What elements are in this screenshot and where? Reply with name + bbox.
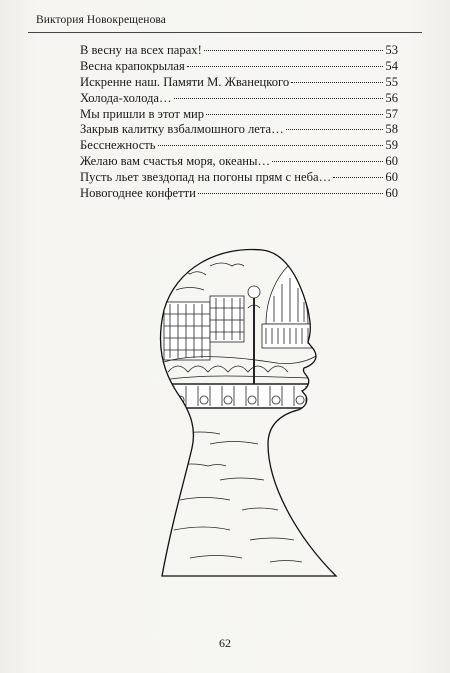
toc-entry-page: 53 <box>385 43 398 57</box>
toc-entry-title: Бесснежность <box>80 138 156 153</box>
head-silhouette-icon <box>150 244 340 579</box>
toc-entry-page: 57 <box>385 106 398 121</box>
toc-entry-title: Закрыв калитку взбалмошного лета… <box>80 122 284 137</box>
toc-entry-title: Искренне наш. Памяти М. Жванецкого <box>80 74 290 89</box>
toc-entry-title: Желаю вам счастья моря, океаны… <box>80 154 271 169</box>
dot-leader <box>272 161 383 162</box>
dot-leader <box>333 177 383 178</box>
toc-entry <box>80 186 398 202</box>
head-silhouette-illustration <box>150 244 340 579</box>
toc-entry-page: 59 <box>385 138 398 153</box>
dot-leader <box>158 145 384 146</box>
dot-leader <box>187 66 384 67</box>
dot-leader <box>291 82 383 83</box>
toc-entry-page: 60 <box>385 170 398 185</box>
toc-entry-title: Холода-холода… <box>80 90 172 105</box>
toc-entry-page: 55 <box>385 74 398 89</box>
running-header: Виктория Новокрещенова <box>36 14 166 26</box>
toc-entry <box>80 122 398 138</box>
dot-leader <box>206 114 383 115</box>
toc-entry <box>80 91 398 107</box>
toc-entry-title: Мы пришли в этот мир <box>80 106 205 121</box>
toc-entry-title: Новогоднее конфетти <box>80 186 196 201</box>
toc-entry-title: Пусть льет звездопад на погоны прям с неба… <box>80 170 332 185</box>
toc-entry <box>80 75 398 91</box>
toc-entry <box>80 138 398 154</box>
dot-leader <box>286 129 384 130</box>
dot-leader <box>198 193 384 194</box>
toc-entry-title: Весна крапокрылая <box>80 58 185 73</box>
table-of-contents <box>80 43 398 202</box>
toc-entry-page: 58 <box>385 122 398 137</box>
toc-entry <box>80 43 398 59</box>
dot-leader <box>204 50 384 51</box>
toc-entry-title: В весну на всех парах! <box>80 43 202 57</box>
header-rule <box>28 32 422 33</box>
toc-entry <box>80 59 398 75</box>
toc-entry <box>80 107 398 123</box>
toc-entry-page: 60 <box>385 154 398 169</box>
toc-entry-page: 60 <box>385 186 398 201</box>
toc-entry <box>80 170 398 186</box>
page-number: 62 <box>219 636 231 650</box>
toc-entry <box>80 154 398 170</box>
toc-entry-page: 56 <box>385 90 398 105</box>
dot-leader <box>174 98 384 99</box>
toc-entry-page: 54 <box>385 58 398 73</box>
